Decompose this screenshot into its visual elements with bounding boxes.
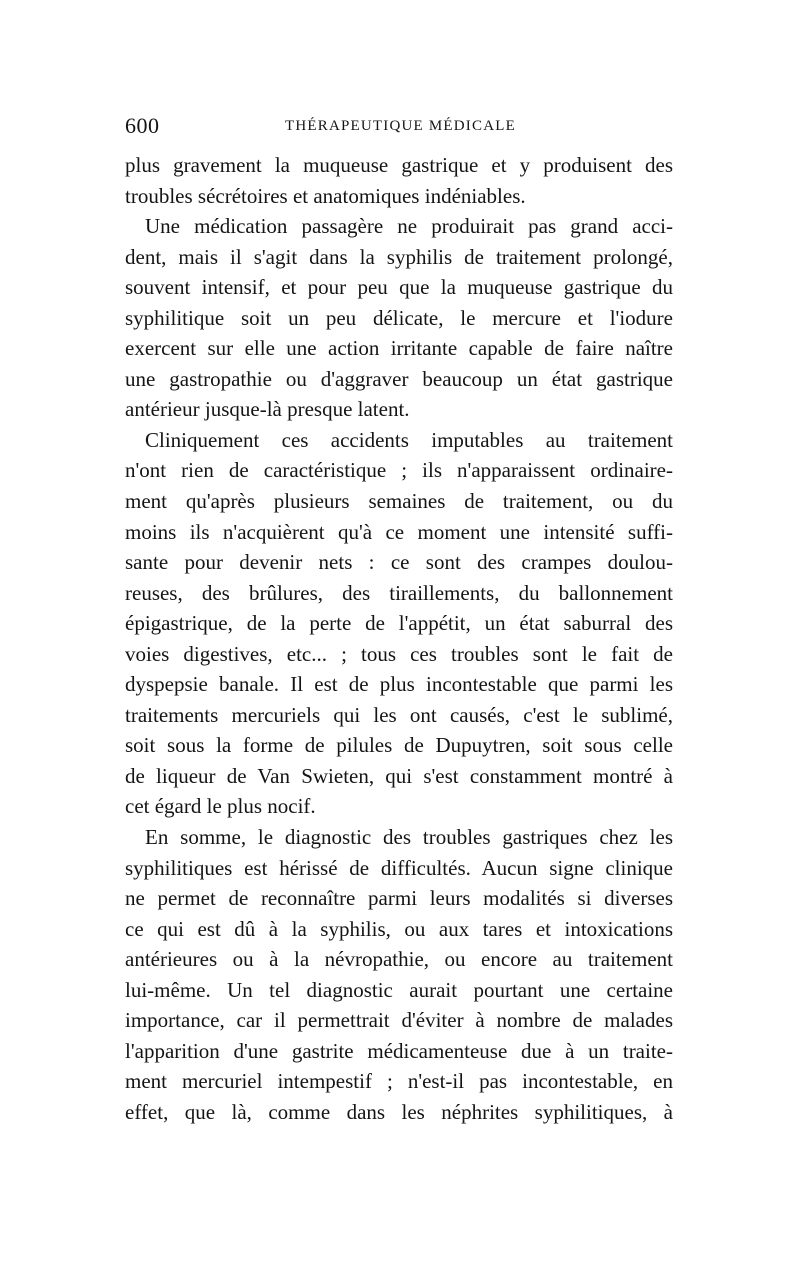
text-line: de liqueur de Van Swieten, qui s'est constamment montré à — [125, 763, 673, 788]
text-line: exercent sur elle une action irritante capable de faire naître — [125, 336, 673, 361]
text-line: traitements mercuriels qui les ont causés, c'est le sublimé, — [125, 702, 673, 727]
text-line: syphilitique soit un peu délicate, le mercure et l'iodure — [125, 305, 673, 330]
text-line: plus gravement la muqueuse gastrique et y produisent des — [125, 153, 673, 177]
body-text — [125, 150, 673, 1128]
text-line: souvent intensif, et pour peu que la muqueuse gastrique du — [125, 275, 673, 300]
text-line: n'ont rien de caractéristique ; ils n'apparaissent ordinaire- — [125, 458, 673, 483]
text-line: lui-même. Un tel diagnostic aurait pourtant une certaine — [125, 977, 673, 1002]
text-line: sante pour devenir nets : ce sont des crampes doulou- — [125, 550, 673, 575]
text-line: ne permet de reconnaître parmi leurs modalités si diverses — [125, 886, 673, 911]
text-line: dent, mais il s'agit dans la syphilis de traitement prolongé, — [125, 244, 673, 269]
text-line: cet égard le plus nocif. — [125, 794, 316, 819]
text-line: une gastropathie ou d'aggraver beaucoup un état gastrique — [125, 366, 673, 391]
text-line: ce qui est dû à la syphilis, ou aux tares et intoxications — [125, 916, 673, 941]
text-line: voies digestives, etc... ; tous ces troubles sont le fait de — [125, 641, 673, 666]
text-line: Une médication passagère ne produirait pas grand acci- — [145, 214, 673, 239]
text-line: antérieures ou à la névropathie, ou encore au traitement — [125, 947, 673, 972]
text-line: soit sous la forme de pilules de Dupuytren, soit sous celle — [125, 733, 673, 758]
page-number: 600 — [125, 113, 160, 138]
text-line: épigastrique, de la perte de l'appétit, un état saburral des — [125, 611, 673, 636]
running-head: THÉRAPEUTIQUE MÉDICALE — [285, 118, 516, 134]
text-line: dyspepsie banale. Il est de plus incontestable que parmi les — [125, 672, 673, 697]
text-line: l'apparition d'une gastrite médicamenteuse due à un traite- — [125, 1038, 673, 1063]
text-line: En somme, le diagnostic des troubles gastriques chez les — [145, 825, 673, 850]
text-line: reuses, des brûlures, des tiraillements, du ballonnement — [125, 580, 673, 605]
text-line: importance, car il permettrait d'éviter à nombre de malades — [125, 1008, 673, 1033]
text-line: Cliniquement ces accidents imputables au traitement — [145, 427, 673, 452]
text-line: troubles sécrétoires et anatomiques indéniables. — [125, 183, 526, 208]
text-line: antérieur jusque-là presque latent. — [125, 397, 410, 422]
text-line: syphilitiques est hérissé de difficultés. Aucun signe clinique — [125, 855, 673, 880]
text-line: ment qu'après plusieurs semaines de traitement, ou du — [125, 489, 673, 514]
text-line: ment mercuriel intempestif ; n'est-il pas incontestable, en — [125, 1069, 673, 1094]
text-line: moins ils n'acquièrent qu'à ce moment une intensité suffi- — [125, 519, 673, 544]
text-line: effet, que là, comme dans les néphrites syphilitiques, à — [125, 1099, 673, 1124]
